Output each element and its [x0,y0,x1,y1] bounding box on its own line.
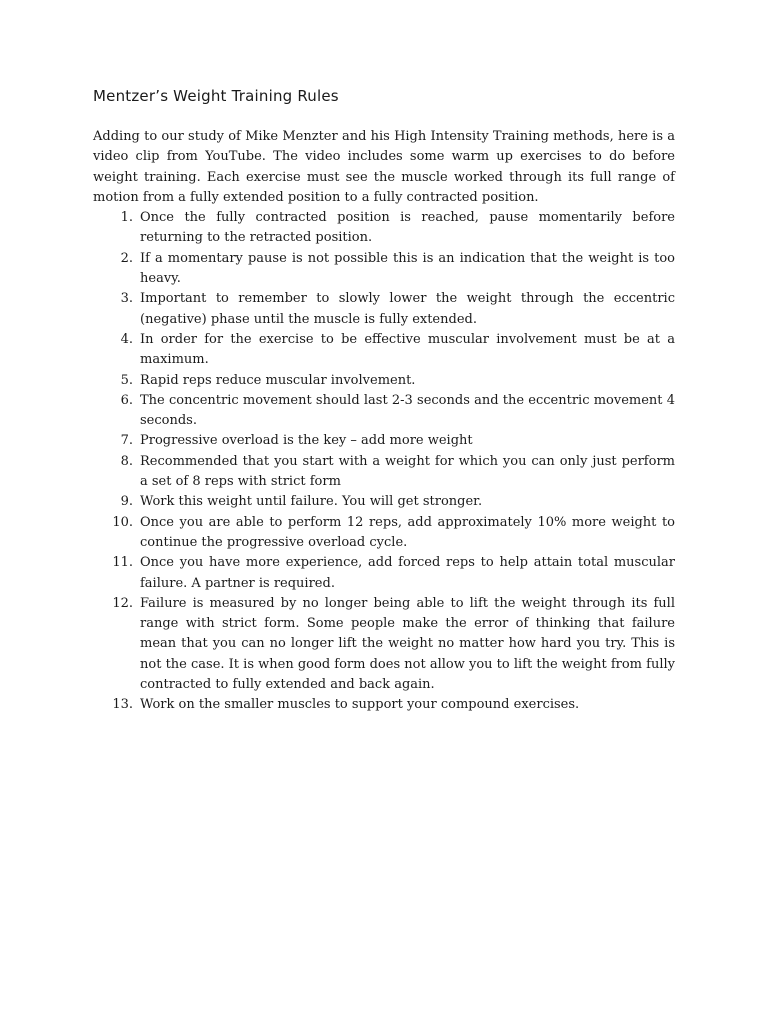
rule-item-8 [93,452,675,493]
rule-item-9 [93,492,675,512]
list-item-number-label: 11. [112,555,133,571]
rule-item-1 [93,208,675,249]
list-item-text: Work on the smaller muscles to support your compound exercises. [140,697,580,713]
list-item-number [93,391,140,432]
rule-item-7 [93,431,675,451]
list-item-number [93,330,140,371]
list-item-number-label: 6. [120,392,133,408]
rule-item-12 [93,594,675,695]
rule-item-4 [93,330,675,371]
rule-item-3 [93,289,675,330]
rule-item-13 [93,695,675,715]
list-item-text: Failure is measured by no longer being able to lift the weight through its full range with strict form. Some people make the error of thinking that failure mean that you can no longer lift the weight no matter how hard you try. This is not the case. It is when good form does not allow you to lift the weight from fully contracted to fully extended and back again. [140,595,675,693]
list-item-number-label: 1. [120,210,133,226]
document-page [93,86,675,716]
rules-list [93,208,675,715]
list-item-text: In order for the exercise to be effective muscular involvement must be at a maximum. [140,331,675,368]
list-item-number-label: 12. [112,595,133,611]
list-item-number [93,249,140,290]
intro-paragraph: Adding to our study of Mike Menzter and his High Intensity Training methods, here is a video clip from YouTube. The video includes some warm up exercises to do before weight training. Each exercise must see the muscle worked through its full range of motion from a fully extended position to a fully contracted position. [93,129,675,205]
list-item-number-label: 13. [112,697,133,713]
list-item-number [93,431,140,451]
list-item-number-label: 7. [120,433,133,449]
list-item-text: Progressive overload is the key – add more weight [140,433,473,449]
list-item-text: Work this weight until failure. You will get stronger. [140,494,483,510]
list-item-number [93,492,140,512]
list-item-text: Once you have more experience, add forced reps to help attain total muscular failure. A partner is required. [140,555,675,591]
list-item-number-label: 8. [120,453,133,469]
list-item-number-label: 9. [120,494,133,510]
list-item-number-label: 2. [120,250,133,266]
list-item-number [93,208,140,249]
rule-item-10 [93,513,675,554]
list-item-text: The concentric movement should last 2-3 seconds and the eccentric movement 4 seconds. [140,392,675,429]
rule-item-5 [93,371,675,391]
list-item-text: Rapid reps reduce muscular involvement. [140,372,416,388]
list-item-number [93,289,140,330]
list-item-text: Important to remember to slowly lower the weight through the eccentric (negative) phase until the muscle is fully extended. [140,291,675,327]
list-item-number [93,553,140,594]
list-item-text: If a momentary pause is not possible this is an indication that the weight is too heavy. [140,250,675,287]
list-item-number-label: 5. [120,372,133,388]
rule-item-11 [93,553,675,594]
list-item-number [93,695,140,715]
list-item-number [93,594,140,695]
rule-item-6 [93,391,675,432]
list-item-number-label: 4. [120,331,133,347]
list-item-number [93,371,140,391]
list-item-number [93,513,140,554]
list-item-text: Recommended that you start with a weight for which you can only just perform a set of 8 reps with strict form [140,453,675,490]
list-item-text: Once the fully contracted position is reached, pause momentarily before returning to the retracted position. [140,210,675,246]
list-item-number-label: 3. [120,291,133,307]
list-item-number-label: 10. [112,514,133,530]
page-title: Mentzer’s Weight Training Rules [93,87,339,105]
list-item-number [93,452,140,493]
list-item-text: Once you are able to perform 12 reps, add approximately 10% more weight to continue the progressive overload cycle. [140,514,675,550]
rule-item-2 [93,249,675,290]
